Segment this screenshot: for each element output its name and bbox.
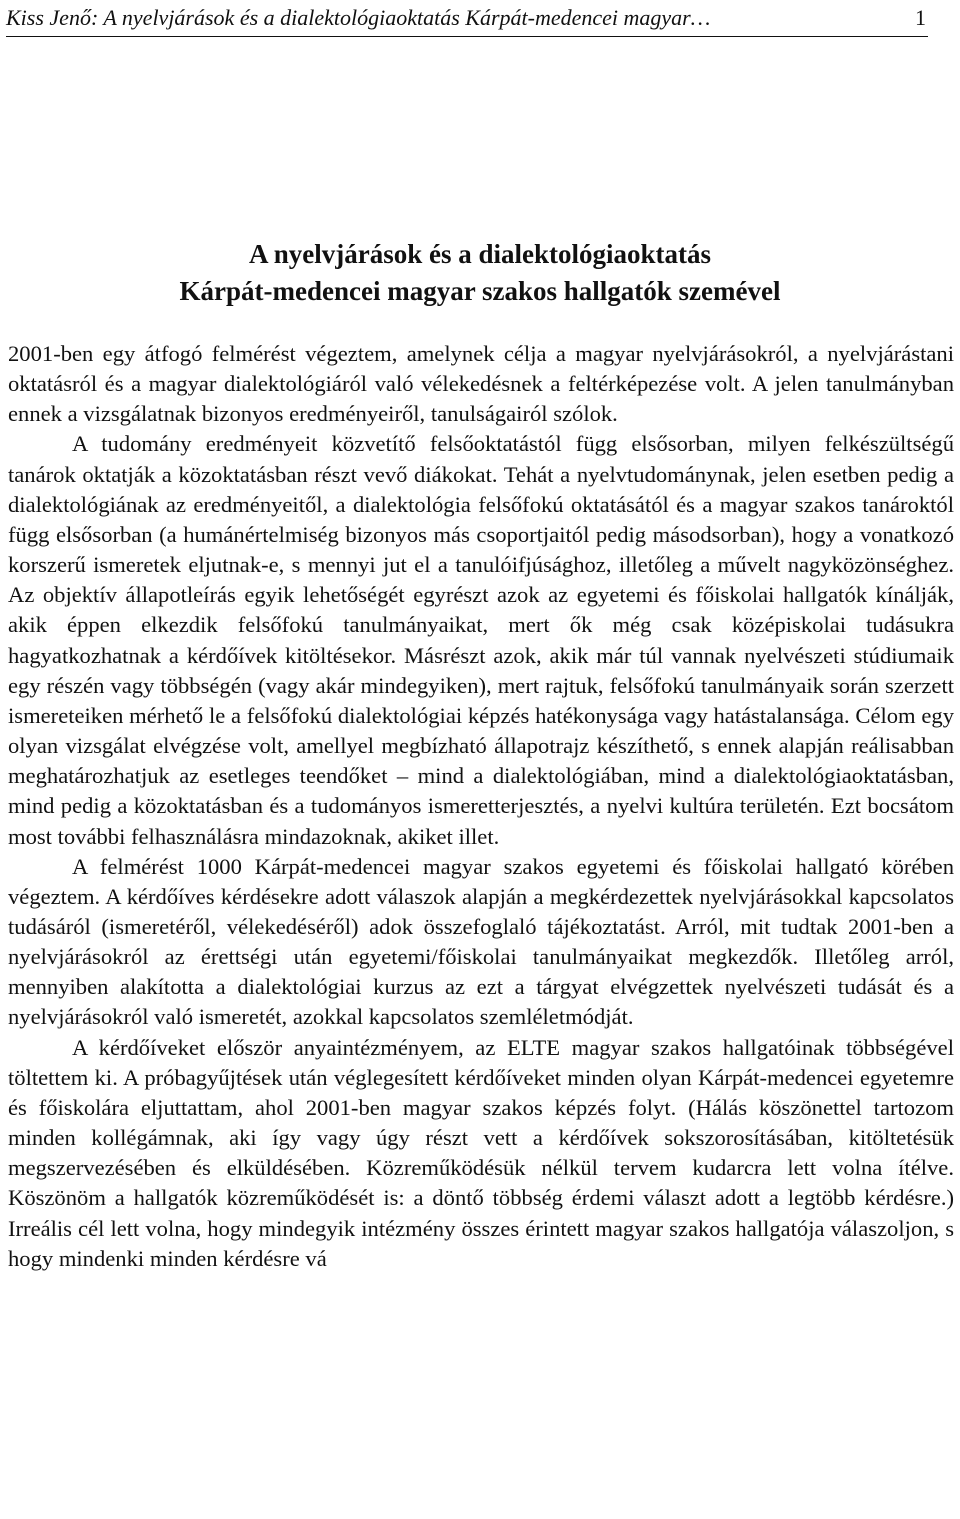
running-title: Kiss Jenő: A nyelvjárások és a dialektológiaoktatás Kárpát-medencei magyar… <box>6 5 711 30</box>
article-title <box>0 236 960 310</box>
header-divider <box>6 36 928 37</box>
page-number: 1 <box>915 5 926 30</box>
article-title-line-1: A nyelvjárások és a dialektológiaoktatás <box>248 239 712 269</box>
paragraph-3: A felmérést 1000 Kárpát-medencei magyar szakos egyetemi és főiskolai hallgató körében végeztem. A kérdőíves kérdésekre adott válaszok alapján a megkérdezettek nyelvjárásokkal kapcsolatos tudásáról (ismeretéről, vélekedéséről) adok összefoglaló tájékoztatást. Arról, mit tudtak 2001-ben a nyelvjárásokról az érettségi után egyetemi/főiskolai tanulmányaikat megkezdők. Illetőleg arról, mennyiben alakította a dialektológiai kurzus az ezt a tárgyat elvégzettek nyelvészeti tudását és a nyelvjárásokról való ismeretét, azokkal kapcsolatos szemléletmódját. <box>8 853 954 1030</box>
paragraph-1: 2001-ben egy átfogó felmérést végeztem, amelynek célja a magyar nyelvjárásokról, a nyelvjárástani oktatásról és a magyar dialektológiáról való vélekedésnek a feltérképezése volt. A jelen tanulmányban ennek a vizsgálatnak bizonyos eredményeiről, tanulságairól szólok. <box>8 341 954 427</box>
article-title-line-2: Kárpát-medencei magyar szakos hallgatók szemével <box>179 276 781 306</box>
paragraph-2: A tudomány eredményeit közvetítő felsőoktatástól függ elsősorban, milyen felkészültségű tanárok oktatják a közoktatásban részt vevő diákokat. Tehát a nyelvtudománynak, jelen esetben pedig a dialektológiának az eredményeitől, a dialektológia felsőfokú oktatásától és a magyar szakos tanároktól függ elsősorban (a humánértelmiség bizonyos más csoportjaitól pedig másodsorban), hogy a vonatkozó korszerű ismeretek eljutnak-e, s mennyi jut el a tanulóifjúsághoz, illetőleg a művelt nagyközönséghez. Az objektív állapotleírás egyik lehetőségét egyrészt azok az egyetemi és főiskolai hallgatók kínálják, akik éppen elkezdik felsőfokú tanulmányaikat, mert ők még csak középiskolai tudásukra hagyatkozhatnak a kérdőívek kitöltésekor. Másrészt azok, akik már túl vannak nyelvészeti stúdiumaik egy részén vagy többségén (vagy akár mindegyiken), mert rajtuk, felsőfokú tanulmányaik során szerzett ismereteiken mérhető le a felsőfokú dialektológiai képzés hatékonysága vagy hatástalansága. Célom egy olyan vizsgálat elvégzése volt, amellyel megbízható állapotrajz készíthető, s ennek alapján reálisabban meghatározhatjuk az esetleges teendőket – mind a dialektológiában, mind a dialektológiaoktatásban, mind pedig a közoktatásban és a tudományos ismeretterjesztés, a nyelvi kultúra területén. Ezt bocsátom most további felhasználásra mindazoknak, akiket illet. <box>8 431 954 849</box>
running-header <box>6 4 926 34</box>
article-body <box>8 339 954 1274</box>
paragraph-4: A kérdőíveket először anyaintézményem, az ELTE magyar szakos hallgatóinak többségével töltettem ki. A próbagyűjtések után véglegesített kérdőíveket minden olyan Kárpát-medencei egyetemre és főiskolára eljuttattam, ahol 2001-ben magyar szakos képzés folyt. (Hálás köszönettel tartozom minden kollégámnak, aki így vagy úgy részt vett a kérdőívek sokszorosításában, kitöltetésük megszervezésében és elküldésében. Közreműködésük nélkül tervem kudarcra lett volna ítélve. Köszönöm a hallgatók közreműködését is: a döntő többség érdemi választ adott a legtöbb kérdésre.) Irreális cél lett volna, hogy mindegyik intézmény összes érintett magyar szakos hallgatója válaszoljon, s hogy mindenki minden kérdésre vá <box>8 1034 954 1271</box>
